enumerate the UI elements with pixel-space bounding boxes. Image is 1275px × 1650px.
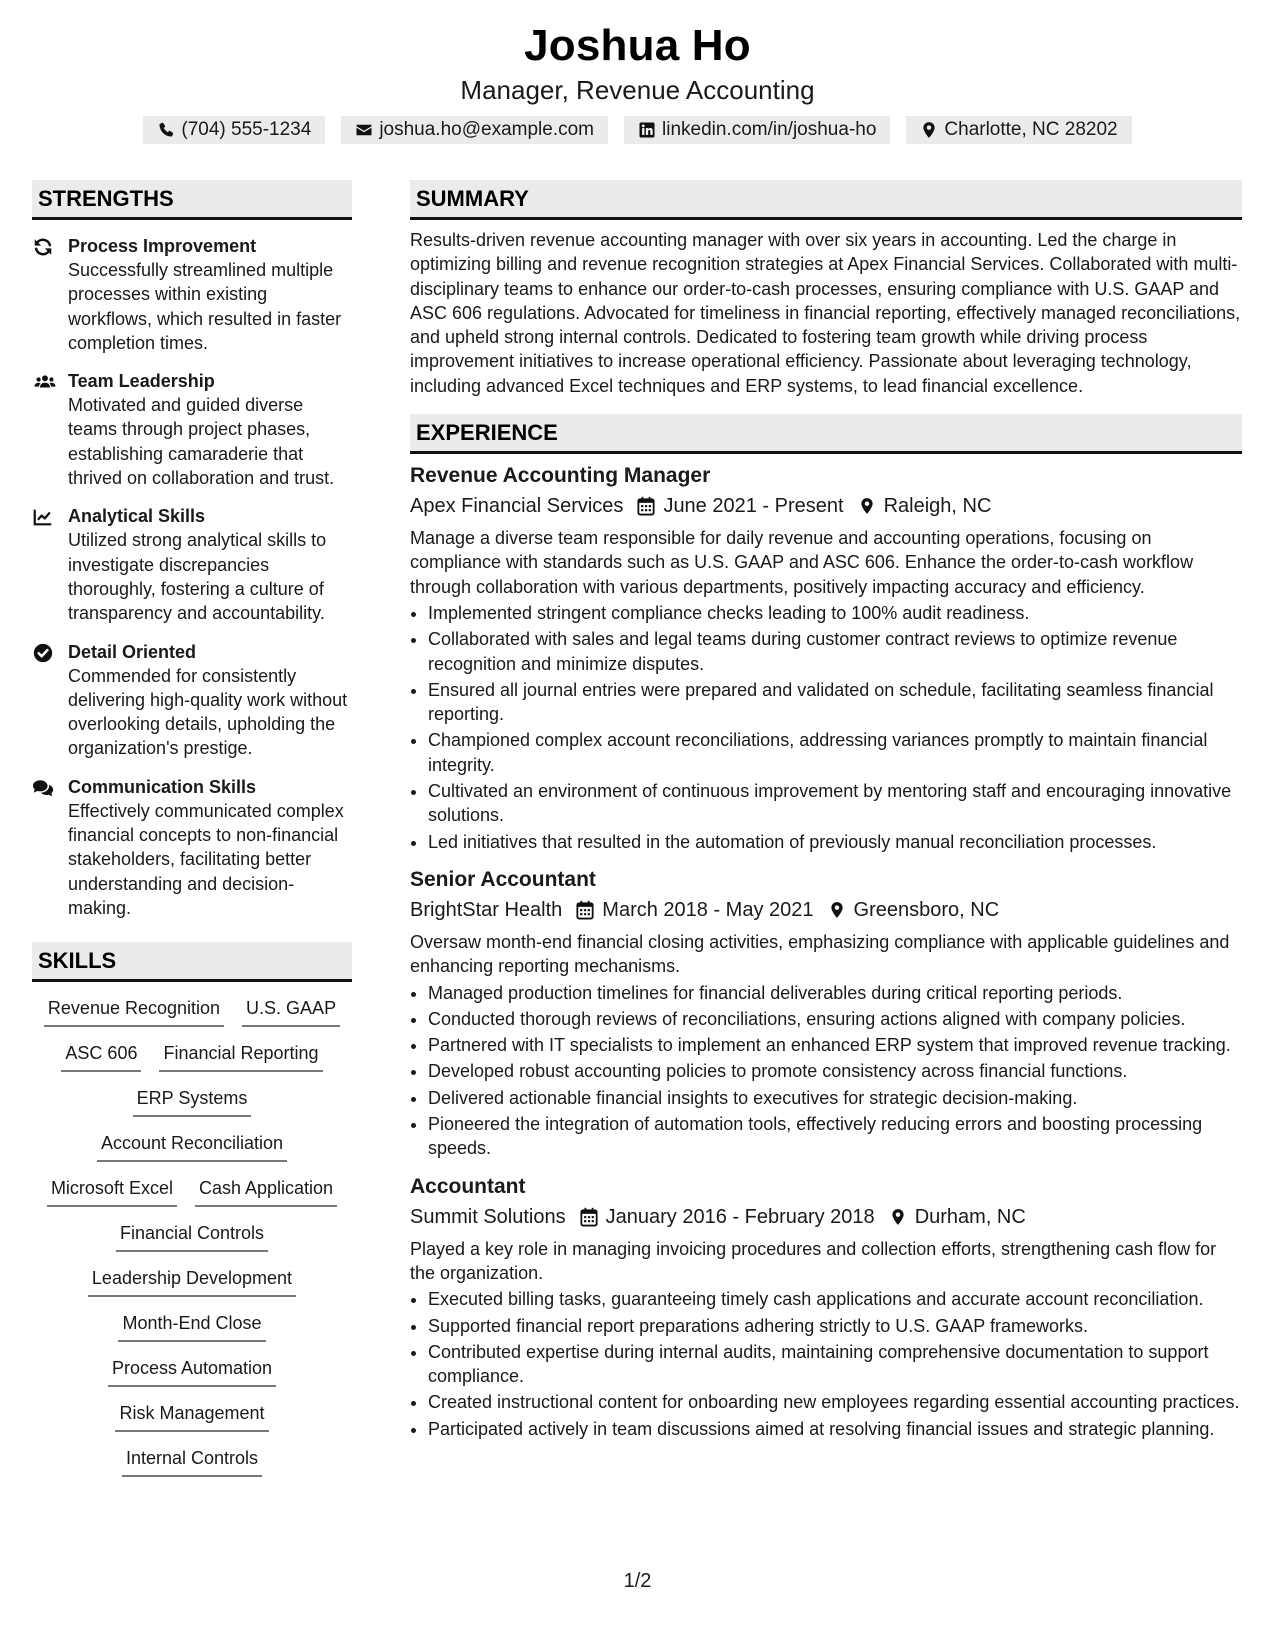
strength-title: Detail Oriented (68, 641, 197, 662)
skill-row (32, 1174, 352, 1207)
envelope-icon (355, 121, 373, 139)
summary-text: Results-driven revenue accounting manager with over six years in accounting. Led the charge in optimizing billing and revenue recognition strategies at Apex Financial Services. Collaborated with multi-disciplinary teams to enhance our order-to-cash processes, ensuring compliance with U.S. GAAP and ASC 606 regulations. Advocated for timeliness in financial reporting, effectively managed reconciliations, and upheld strong internal controls. Dedicated to fostering team growth while driving process improvement initiatives to increase operational efficiency. Passionate about leveraging technology, including advanced Excel techniques and ERP systems, to lead financial excellence. (410, 230, 1241, 396)
job-location-text: Raleigh, NC (883, 495, 992, 518)
skill-tag: Risk Management (115, 1399, 268, 1432)
phone-icon (157, 121, 175, 139)
job-location (844, 492, 992, 520)
left-column (32, 180, 352, 1489)
job-meta (410, 492, 1242, 520)
job-bullet: • Managed production timelines for financial deliverables during critical reporting periods. (428, 981, 1242, 1005)
job-bullet: • Partnered with IT specialists to implement an enhanced ERP system that improved revenue tracking. (428, 1033, 1242, 1057)
job-location-text: Durham, NC (914, 1205, 1026, 1228)
job-entry (410, 462, 1242, 854)
strength-text: Motivated and guided diverse teams through project phases, establishing camaraderie that thrived on collaboration and trust. (68, 395, 335, 489)
contact-row (0, 116, 1275, 144)
skill-tag: ERP Systems (133, 1084, 252, 1117)
strengths-heading: STRENGTHS (32, 180, 352, 220)
skill-row (32, 1399, 352, 1432)
map-pin-icon (828, 900, 846, 920)
job-dates-text: January 2016 - February 2018 (605, 1205, 875, 1228)
job-company: BrightStar Health (410, 898, 563, 921)
job-bullet: • Led initiatives that resulted in the automation of previously manual reconciliation processes. (428, 830, 1242, 854)
contact-linkedin[interactable] (624, 116, 890, 144)
linkedin-icon (638, 121, 656, 139)
experience-heading: EXPERIENCE (410, 414, 1242, 454)
skill-tag: U.S. GAAP (242, 994, 340, 1027)
skill-tag: Financial Reporting (159, 1039, 322, 1072)
skill-tag: Microsoft Excel (47, 1174, 177, 1207)
users-icon (32, 371, 58, 393)
skill-row (32, 1084, 352, 1117)
job-entry (410, 866, 1242, 1161)
job-role: Revenue Accounting Manager (410, 464, 711, 488)
calendar-icon (580, 1207, 598, 1227)
job-bullet: • Participated actively in team discussions aimed at resolving financial issues and strategic planning. (428, 1417, 1242, 1441)
strength-title: Team Leadership (68, 371, 215, 392)
skill-tag: Month-End Close (118, 1309, 265, 1342)
strength-title: Process Improvement (68, 236, 257, 256)
job-bullet: • Pioneered the integration of automation tools, effectively reducing errors and boosting processing speeds. (428, 1112, 1242, 1161)
job-location (875, 1203, 1026, 1231)
job-bullet: • Contributed expertise during internal audits, maintaining comprehensive documentation to support compliance. (428, 1340, 1242, 1389)
strength-item (32, 234, 352, 355)
skill-row (32, 1354, 352, 1387)
job-company: Apex Financial Services (410, 495, 624, 518)
strength-title: Analytical Skills (68, 506, 206, 527)
job-bullet: • Ensured all journal entries were prepared and validated on schedule, facilitating seamless financial reporting. (428, 678, 1242, 727)
skill-tag: Financial Controls (116, 1219, 268, 1252)
job-location (814, 896, 1000, 924)
candidate-title: Manager, Revenue Accounting (460, 75, 815, 105)
contact-email[interactable] (341, 116, 608, 144)
job-bullet: • Championed complex account reconciliations, addressing variances promptly to maintain financial integrity. (428, 728, 1242, 777)
calendar-icon (637, 496, 655, 516)
job-description: Played a key role in managing invoicing procedures and collection efforts, strengthening cash flow for the organization. (410, 1238, 1217, 1283)
job-bullet: • Developed robust accounting policies to promote consistency across financial functions. (428, 1059, 1242, 1083)
strength-item (32, 775, 352, 920)
strength-title: Communication Skills (68, 776, 257, 797)
job-bullet: • Conducted thorough reviews of reconciliations, ensuring actions aligned with company policies. (428, 1007, 1242, 1031)
experience-list (410, 462, 1242, 1441)
skill-tag: Account Reconciliation (97, 1129, 287, 1162)
job-bullets (410, 1287, 1242, 1441)
strength-text: Commended for consistently delivering high-quality work without overlooking details, upholding the organization's prestige. (68, 665, 348, 759)
job-meta (410, 1203, 1242, 1231)
skill-tag: Process Automation (108, 1354, 276, 1387)
job-bullet: • Delivered actionable financial insights to executives for strategic decision-making. (428, 1086, 1242, 1110)
strength-text: Successfully streamlined multiple processes within existing workflows, which resulted in faster completion times. (68, 260, 342, 353)
job-bullet: • Cultivated an environment of continuous improvement by mentoring staff and encouraging innovative solutions. (428, 779, 1242, 828)
map-pin-icon (920, 121, 938, 139)
refresh-icon (32, 236, 54, 258)
job-dates (566, 1203, 875, 1231)
contact-location (906, 116, 1131, 144)
skill-row (32, 1039, 352, 1072)
page-number: 1/2 (623, 1570, 652, 1592)
map-pin-icon (889, 1207, 907, 1227)
job-bullet: • Implemented stringent compliance checks leading to 100% audit readiness. (428, 601, 1242, 625)
strength-item (32, 640, 352, 761)
job-description: Manage a diverse team responsible for daily revenue and accounting operations, focusing on compliance with standards such as U.S. GAAP and ASC 606. Enhance the order-to-cash workflow through collaboration with various departments, positively impacting accuracy and efficiency. (410, 528, 1194, 597)
strength-text: Effectively communicated complex financial concepts to non-financial stakeholders, facilitating better understanding and decision-making. (68, 800, 344, 918)
comments-icon (32, 777, 54, 799)
skills-heading: SKILLS (32, 942, 352, 982)
job-company: Summit Solutions (410, 1205, 566, 1228)
contact-location-text: Charlotte, NC 28202 (944, 119, 1118, 140)
skills-list (32, 994, 352, 1477)
skill-row (32, 1129, 352, 1162)
map-pin-icon (858, 496, 876, 516)
resume-header (0, 20, 1275, 144)
skill-row (32, 1219, 352, 1252)
contact-email-text: joshua.ho@example.com (379, 119, 594, 140)
job-bullet: • Executed billing tasks, guaranteeing timely cash applications and accurate account reconciliation. (428, 1287, 1242, 1311)
check-circle-icon (32, 642, 54, 664)
line-chart-icon (32, 506, 54, 528)
candidate-name: Joshua Ho (524, 21, 751, 70)
job-entry (410, 1173, 1242, 1441)
summary-heading: SUMMARY (410, 180, 1242, 220)
contact-phone-text: (704) 555-1234 (181, 119, 312, 140)
strength-text: Utilized strong analytical skills to investigate discrepancies thoroughly, fostering a culture of transparency and accountability. (68, 530, 327, 624)
skill-row (32, 1309, 352, 1342)
skill-tag: Leadership Development (88, 1264, 296, 1297)
skill-row (32, 1444, 352, 1477)
job-description: Oversaw month-end financial closing activities, emphasizing compliance with applicable guidelines and enhancing reporting mechanisms. (410, 931, 1230, 977)
skill-tag: Internal Controls (122, 1444, 262, 1477)
job-dates (623, 492, 843, 520)
job-role: Accountant (410, 1174, 526, 1198)
skill-row (32, 994, 352, 1027)
job-bullet: • Created instructional content for onboarding new employees regarding essential accounting practices. (428, 1390, 1242, 1414)
job-bullets (410, 601, 1242, 854)
skill-tag: Revenue Recognition (44, 994, 224, 1027)
skill-tag: ASC 606 (61, 1039, 141, 1072)
contact-phone[interactable] (143, 116, 325, 144)
job-bullet: • Supported financial report preparations adhering strictly to U.S. GAAP frameworks. (428, 1314, 1242, 1338)
job-meta (410, 896, 1242, 924)
calendar-icon (576, 900, 594, 920)
skill-row (32, 1264, 352, 1297)
job-bullets (410, 981, 1242, 1161)
job-dates-text: March 2018 - May 2021 (602, 898, 814, 921)
strength-item (32, 504, 352, 625)
right-column (410, 180, 1242, 1443)
skill-tag: Cash Application (195, 1174, 337, 1207)
job-dates-text: June 2021 - Present (663, 495, 844, 518)
job-dates (562, 896, 813, 924)
job-bullet: • Collaborated with sales and legal teams during customer contract reviews to optimize revenue recognition and minimize disputes. (428, 627, 1242, 676)
job-role: Senior Accountant (410, 867, 596, 891)
contact-linkedin-text: linkedin.com/in/joshua-ho (662, 119, 877, 140)
job-location-text: Greensboro, NC (853, 898, 1000, 921)
strength-item (32, 369, 352, 490)
